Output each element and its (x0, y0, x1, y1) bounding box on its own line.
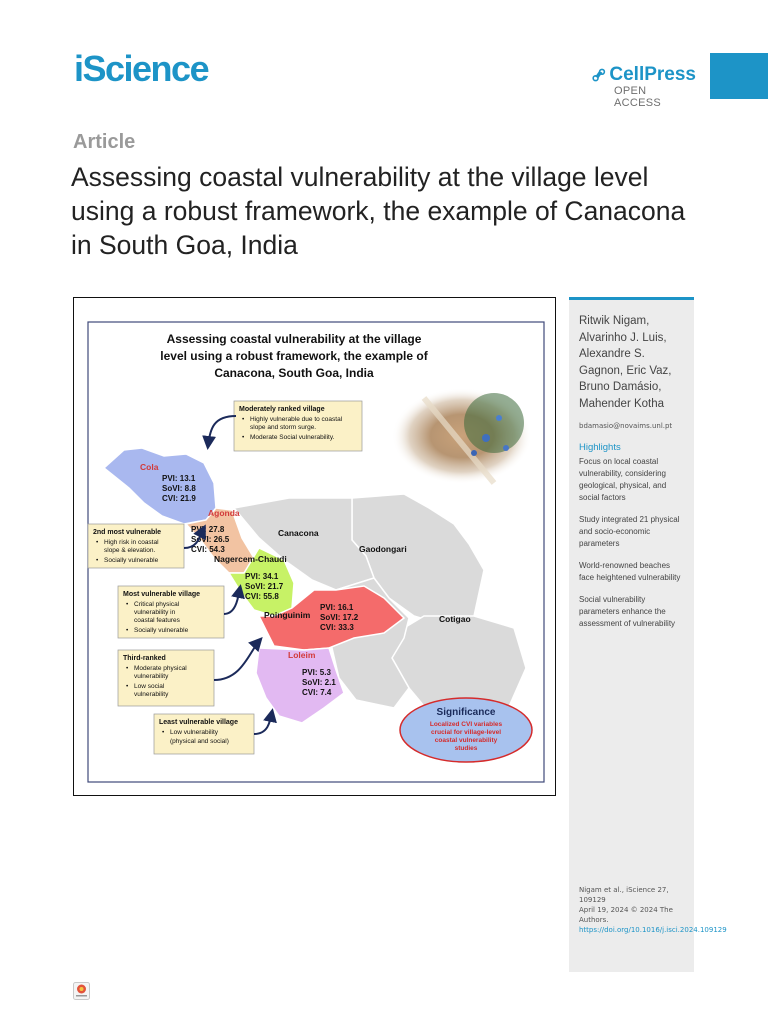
brand-block (710, 53, 768, 99)
significance-line: crucial for village-level (430, 729, 502, 736)
citation-block (579, 885, 727, 935)
loleim-cvi: CVI: 7.4 (302, 688, 332, 697)
callout-bullet-text: Socially vulnerable (134, 627, 189, 634)
highlight-item: World-renowned beaches face heightened vulnerability (579, 561, 681, 582)
callout-bullet-text: Critical physical (134, 601, 180, 608)
callout-bullet: • (126, 683, 129, 690)
doi-link[interactable]: https://doi.org/10.1016/j.isci.2024.109129 (579, 926, 727, 934)
agonda-pvi: PVI: 27.8 (191, 525, 225, 534)
nagercem-cvi: CVI: 55.8 (245, 592, 279, 601)
village-name-agonda: Agonda (208, 508, 240, 518)
callout-bullet-text: Highly vulnerable due to coastal (250, 416, 343, 423)
region-name-cotigao: Cotigao (439, 614, 471, 624)
graphical-abstract-figure (74, 298, 554, 794)
callout-bullet: • (242, 434, 245, 441)
author-list[interactable]: Ritwik Nigam, Alvarinho J. Luis, Alexandre S. Gagnon, Eric Vaz, Bruno Damásio, Mahender Kotha (579, 315, 672, 410)
check-for-updates-icon[interactable] (73, 982, 90, 1000)
callout-bullet-text: Low vulnerability (170, 729, 219, 736)
village-name-cola: Cola (140, 462, 159, 472)
abstract-title-line-2: level using a robust framework, the example of (160, 349, 428, 363)
poinguinim-cvi: CVI: 33.3 (320, 623, 354, 632)
callout-bullet: • (96, 557, 99, 564)
loleim-sovi: SoVI: 2.1 (302, 678, 336, 687)
callout-bullet-text: Socially vulnerable (104, 557, 159, 564)
publication-date: April 19, 2024 © 2024 The Authors. (579, 906, 673, 924)
highlight-item: Social vulnerability parameters enhance the assessment of vulnerability (579, 595, 676, 628)
article-type: Article (73, 131, 136, 153)
graphical-abstract (73, 297, 556, 796)
correspondence-email[interactable]: bdamasio@novaims.unl.pt (579, 422, 673, 430)
highlights-heading: Highlights (579, 442, 621, 453)
village-name-nagercem: Nagercem-Chaudi (214, 554, 287, 564)
article-title: Assessing coastal vulnerability at the village level using a robust framework, the example of Canacona in South Goa, India (71, 162, 686, 260)
poinguinim-pvi: PVI: 16.1 (320, 603, 354, 612)
agonda-cvi: CVI: 54.3 (191, 545, 225, 554)
callout-title: Third-ranked (123, 655, 166, 662)
open-access-label: OPEN ACCESS (614, 85, 662, 109)
journal-logo[interactable]: iScience (74, 48, 209, 89)
cola-sovi: SoVI: 8.8 (162, 484, 196, 493)
callout-bullet: • (162, 729, 165, 736)
callout-bullet-text: Moderate physical (134, 665, 187, 672)
callout-most-vulnerable (118, 586, 224, 638)
callout-least-vulnerable (154, 714, 254, 754)
beach-photo (392, 388, 532, 484)
region-name-gaodongari: Gaodongari (359, 544, 407, 554)
citation-text: Nigam et al., iScience 27, 109129 (579, 886, 669, 904)
callout-bullet-text: slope & elevation. (104, 547, 156, 554)
significance-line: coastal vulnerability (434, 737, 498, 744)
significance-callout (400, 698, 532, 762)
callout-bullet: • (96, 539, 99, 546)
cellpress-logo-icon (592, 66, 606, 84)
nagercem-sovi: SoVI: 21.7 (245, 582, 284, 591)
callout-bullet: • (126, 627, 129, 634)
callout-bullet-text: Moderate Social vulnerability. (250, 434, 335, 441)
callout-title: Least vulnerable village (159, 719, 238, 726)
callout-third-ranked (118, 650, 214, 706)
callout-title: 2nd most vulnerable (93, 529, 162, 536)
callout-moderately-ranked (234, 401, 362, 451)
significance-line: Localized CVI variables (429, 721, 503, 728)
callout-bullet-text: vulnerability (134, 673, 169, 680)
cellpress-logo[interactable] (592, 64, 696, 109)
highlight-item: Study integrated 21 physical and socio-economic parameters (579, 515, 680, 548)
callout-bullet-text: vulnerability in (134, 609, 176, 616)
significance-title: Significance (436, 707, 496, 718)
poinguinim-sovi: SoVI: 17.2 (320, 613, 359, 622)
abstract-title-line-1: Assessing coastal vulnerability at the village (166, 332, 422, 346)
callout-bullet-text: Low social (134, 683, 165, 690)
callout-bullet-text: (physical and social) (170, 738, 229, 745)
village-name-poinguinim: Poinguinim (264, 610, 311, 620)
callout-title: Most vulnerable village (123, 591, 201, 598)
loleim-pvi: PVI: 5.3 (302, 668, 331, 677)
article-sidebar (569, 297, 727, 972)
callout-bullet: • (242, 416, 245, 423)
significance-line: studies (454, 745, 478, 752)
highlight-item: Focus on local coastal vulnerability, considering geological, physical, and social factors (579, 457, 667, 502)
callout-bullet-text: slope and storm surge. (250, 424, 317, 431)
nagercem-pvi: PVI: 34.1 (245, 572, 279, 581)
abstract-title-line-3: Canacona, South Goa, India (214, 366, 374, 380)
callout-bullet: • (126, 665, 129, 672)
callout-second-most (88, 524, 184, 568)
callout-bullet-text: vulnerability (134, 691, 169, 698)
cola-cvi: CVI: 21.9 (162, 494, 196, 503)
callout-bullet-text: coastal features (134, 617, 180, 624)
cola-pvi: PVI: 13.1 (162, 474, 196, 483)
callout-bullet: • (126, 601, 129, 608)
agonda-sovi: SoVI: 26.5 (191, 535, 230, 544)
callout-title: Moderately ranked village (239, 406, 325, 413)
region-name-canacona: Canacona (278, 528, 319, 538)
publisher-name: CellPress (609, 64, 696, 85)
callout-bullet-text: High risk in coastal (104, 539, 159, 546)
village-name-loleim: Loleim (288, 650, 316, 660)
